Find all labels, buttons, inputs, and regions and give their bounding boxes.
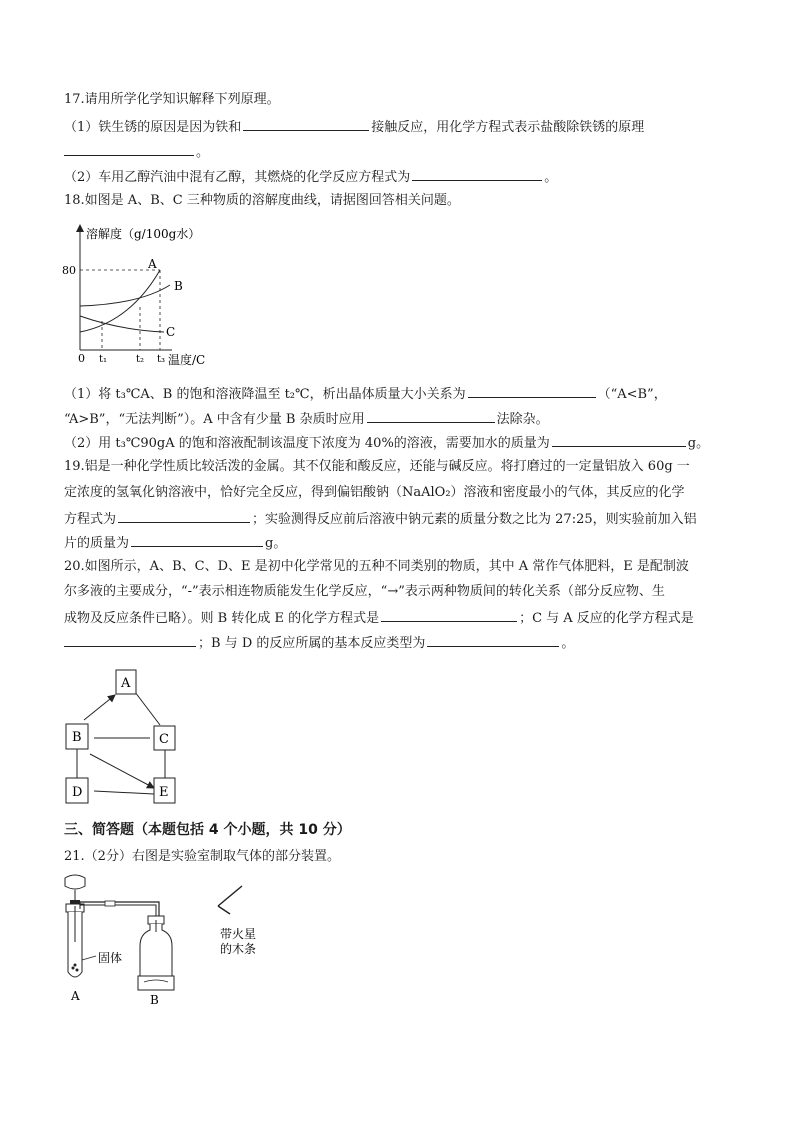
q19-l4-text-b: g。: [265, 536, 287, 551]
q17-part2: [64, 168, 557, 186]
link-d-e: [94, 791, 154, 794]
q19-line2: 定浓度的氢氧化钠溶液中，恰好完全反应，得到偏铝酸钠（NaAlO₂）溶液和密度最小的气体，其反应的化学: [64, 485, 685, 500]
q18-p1-text-d: 法除杂。: [496, 412, 549, 427]
answer-blank[interactable]: [381, 609, 517, 622]
q18-p2-text-a: （2）用 t₃℃90gA 的饱和溶液配制该温度下浓度为 40%的溶液，需要加水的质量为: [64, 436, 550, 451]
heater: [138, 976, 174, 990]
section3-heading: 三、简答题（本题包括 4 个小题，共 10 分）: [64, 822, 351, 838]
apparatus-a-label: A: [71, 989, 80, 1003]
x-tick-t3: t₃: [157, 354, 166, 365]
solid-label: 固体: [98, 951, 123, 965]
x-tick-t1: t₁: [99, 354, 108, 365]
q20-l4-text-a: ；B 与 D 的反应所属的基本反应类型为: [198, 636, 426, 651]
y-axis-label: 溶解度（g/100g水）: [86, 227, 201, 241]
answer-blank[interactable]: [64, 634, 196, 647]
q21-text: 21.（2分）右图是实验室制取气体的部分装置。: [64, 849, 340, 864]
q17-p1-text-c: 。: [196, 145, 210, 160]
answer-blank[interactable]: [118, 510, 250, 523]
answer-blank[interactable]: [243, 118, 369, 131]
q20-line4: [64, 634, 574, 652]
node-c-label: C: [159, 732, 169, 747]
curve-c: [80, 316, 164, 332]
q20-line1: 20.如图所示，A、B、C、D、E 是初中化学常见的五种不同类别的物质，其中 A 常作气体肥料，E 是配制波: [64, 559, 689, 574]
arrow-b-to-e: [90, 754, 154, 788]
origin-label: 0: [78, 352, 85, 365]
q20-l4-text-b: 。: [561, 636, 575, 651]
q17-p1-text-b: 接触反应，用化学方程式表示盐酸除铁锈的原理: [371, 120, 645, 135]
answer-blank[interactable]: [64, 143, 194, 156]
q19-l3-text-a: 方程式为: [64, 512, 117, 527]
curve-c-label: C: [166, 325, 176, 339]
answer-blank[interactable]: [412, 168, 542, 181]
stick-label-1: 带火星: [220, 927, 257, 941]
answer-blank[interactable]: [131, 534, 263, 547]
q18-p1-text-a: （1）将 t₃℃A、B 的饱和溶液降温至 t₂℃，析出晶体质量大小关系为: [64, 387, 466, 402]
separatory-funnel: [65, 875, 85, 889]
q18-title: 18.如图是 A、B、C 三种物质的溶解度曲线，请据图回答相关问题。: [64, 193, 460, 208]
q18-part2: [64, 434, 709, 452]
q18-part1: [64, 385, 667, 403]
q20-l3-text-b: ；C 与 A 反应的化学方程式是: [519, 611, 694, 626]
link-a-c: [135, 692, 160, 725]
q18-p2-text-b: g。: [687, 436, 710, 451]
q17-p1-text-a: （1）铁生锈的原因是因为铁和: [64, 120, 242, 135]
answer-blank[interactable]: [427, 634, 559, 647]
q17-part1-cont: [64, 143, 209, 161]
solubility-chart: [60, 222, 230, 370]
q19-l3-text-b: ；实验测得反应前后溶液中钠元素的质量分数之比为 27:25，则实验前加入铝: [252, 512, 697, 527]
arrow-b-to-a: [84, 695, 115, 720]
node-e-label: E: [159, 785, 169, 800]
q17-p2-text-b: 。: [544, 170, 558, 185]
node-b-label: B: [72, 730, 82, 745]
curve-a-label: A: [148, 257, 157, 271]
relation-diagram: [60, 662, 190, 808]
q19-line3: [64, 510, 697, 528]
y-tick-80: 80: [62, 264, 76, 277]
gas-apparatus: [60, 872, 290, 1012]
x-tick-t2: t₂: [136, 354, 145, 365]
q20-l3-text-a: 成物及反应条件已略）。则 B 转化成 E 的化学方程式是: [64, 611, 380, 626]
glowing-stick: [218, 886, 242, 914]
answer-blank[interactable]: [468, 385, 596, 398]
q19-line4: [64, 534, 286, 552]
q20-line3: [64, 609, 694, 627]
q20-line2: 尔多液的主要成分，“-”表示相连物质能发生化学反应，“→”表示两种物质间的转化关系（部分反应物、生: [64, 584, 665, 599]
q17-title: 17.请用所学化学知识解释下列原理。: [64, 92, 280, 107]
curve-b: [80, 285, 170, 306]
q18-part1-cont: [64, 410, 549, 428]
q19-line1: 19.铝是一种化学性质比较活泼的金属。其不仅能和酸反应，还能与碱反应。将打磨过的一定量铝放入 60g 一: [64, 459, 690, 474]
curve-b-label: B: [174, 279, 183, 293]
q18-p1-text-b: （“A<B”，: [597, 387, 667, 402]
q19-l4-text-a: 片的质量为: [64, 536, 130, 551]
q17-p2-text-a: （2）车用乙醇汽油中混有乙醇，其燃烧的化学反应方程式为: [64, 170, 411, 185]
answer-blank[interactable]: [367, 410, 495, 423]
apparatus-b-label: B: [150, 993, 159, 1007]
curve-a: [80, 270, 160, 332]
x-axis-label: 温度/C: [168, 353, 206, 367]
node-a-label: A: [121, 676, 131, 691]
q17-part1: [64, 118, 644, 136]
stick-label-2: 的木条: [220, 942, 257, 956]
answer-blank[interactable]: [552, 434, 686, 447]
q18-p1-text-c: “A>B”，“无法判断”）。A 中含有少量 B 杂质时应用: [64, 412, 365, 427]
node-d-label: D: [72, 785, 83, 800]
